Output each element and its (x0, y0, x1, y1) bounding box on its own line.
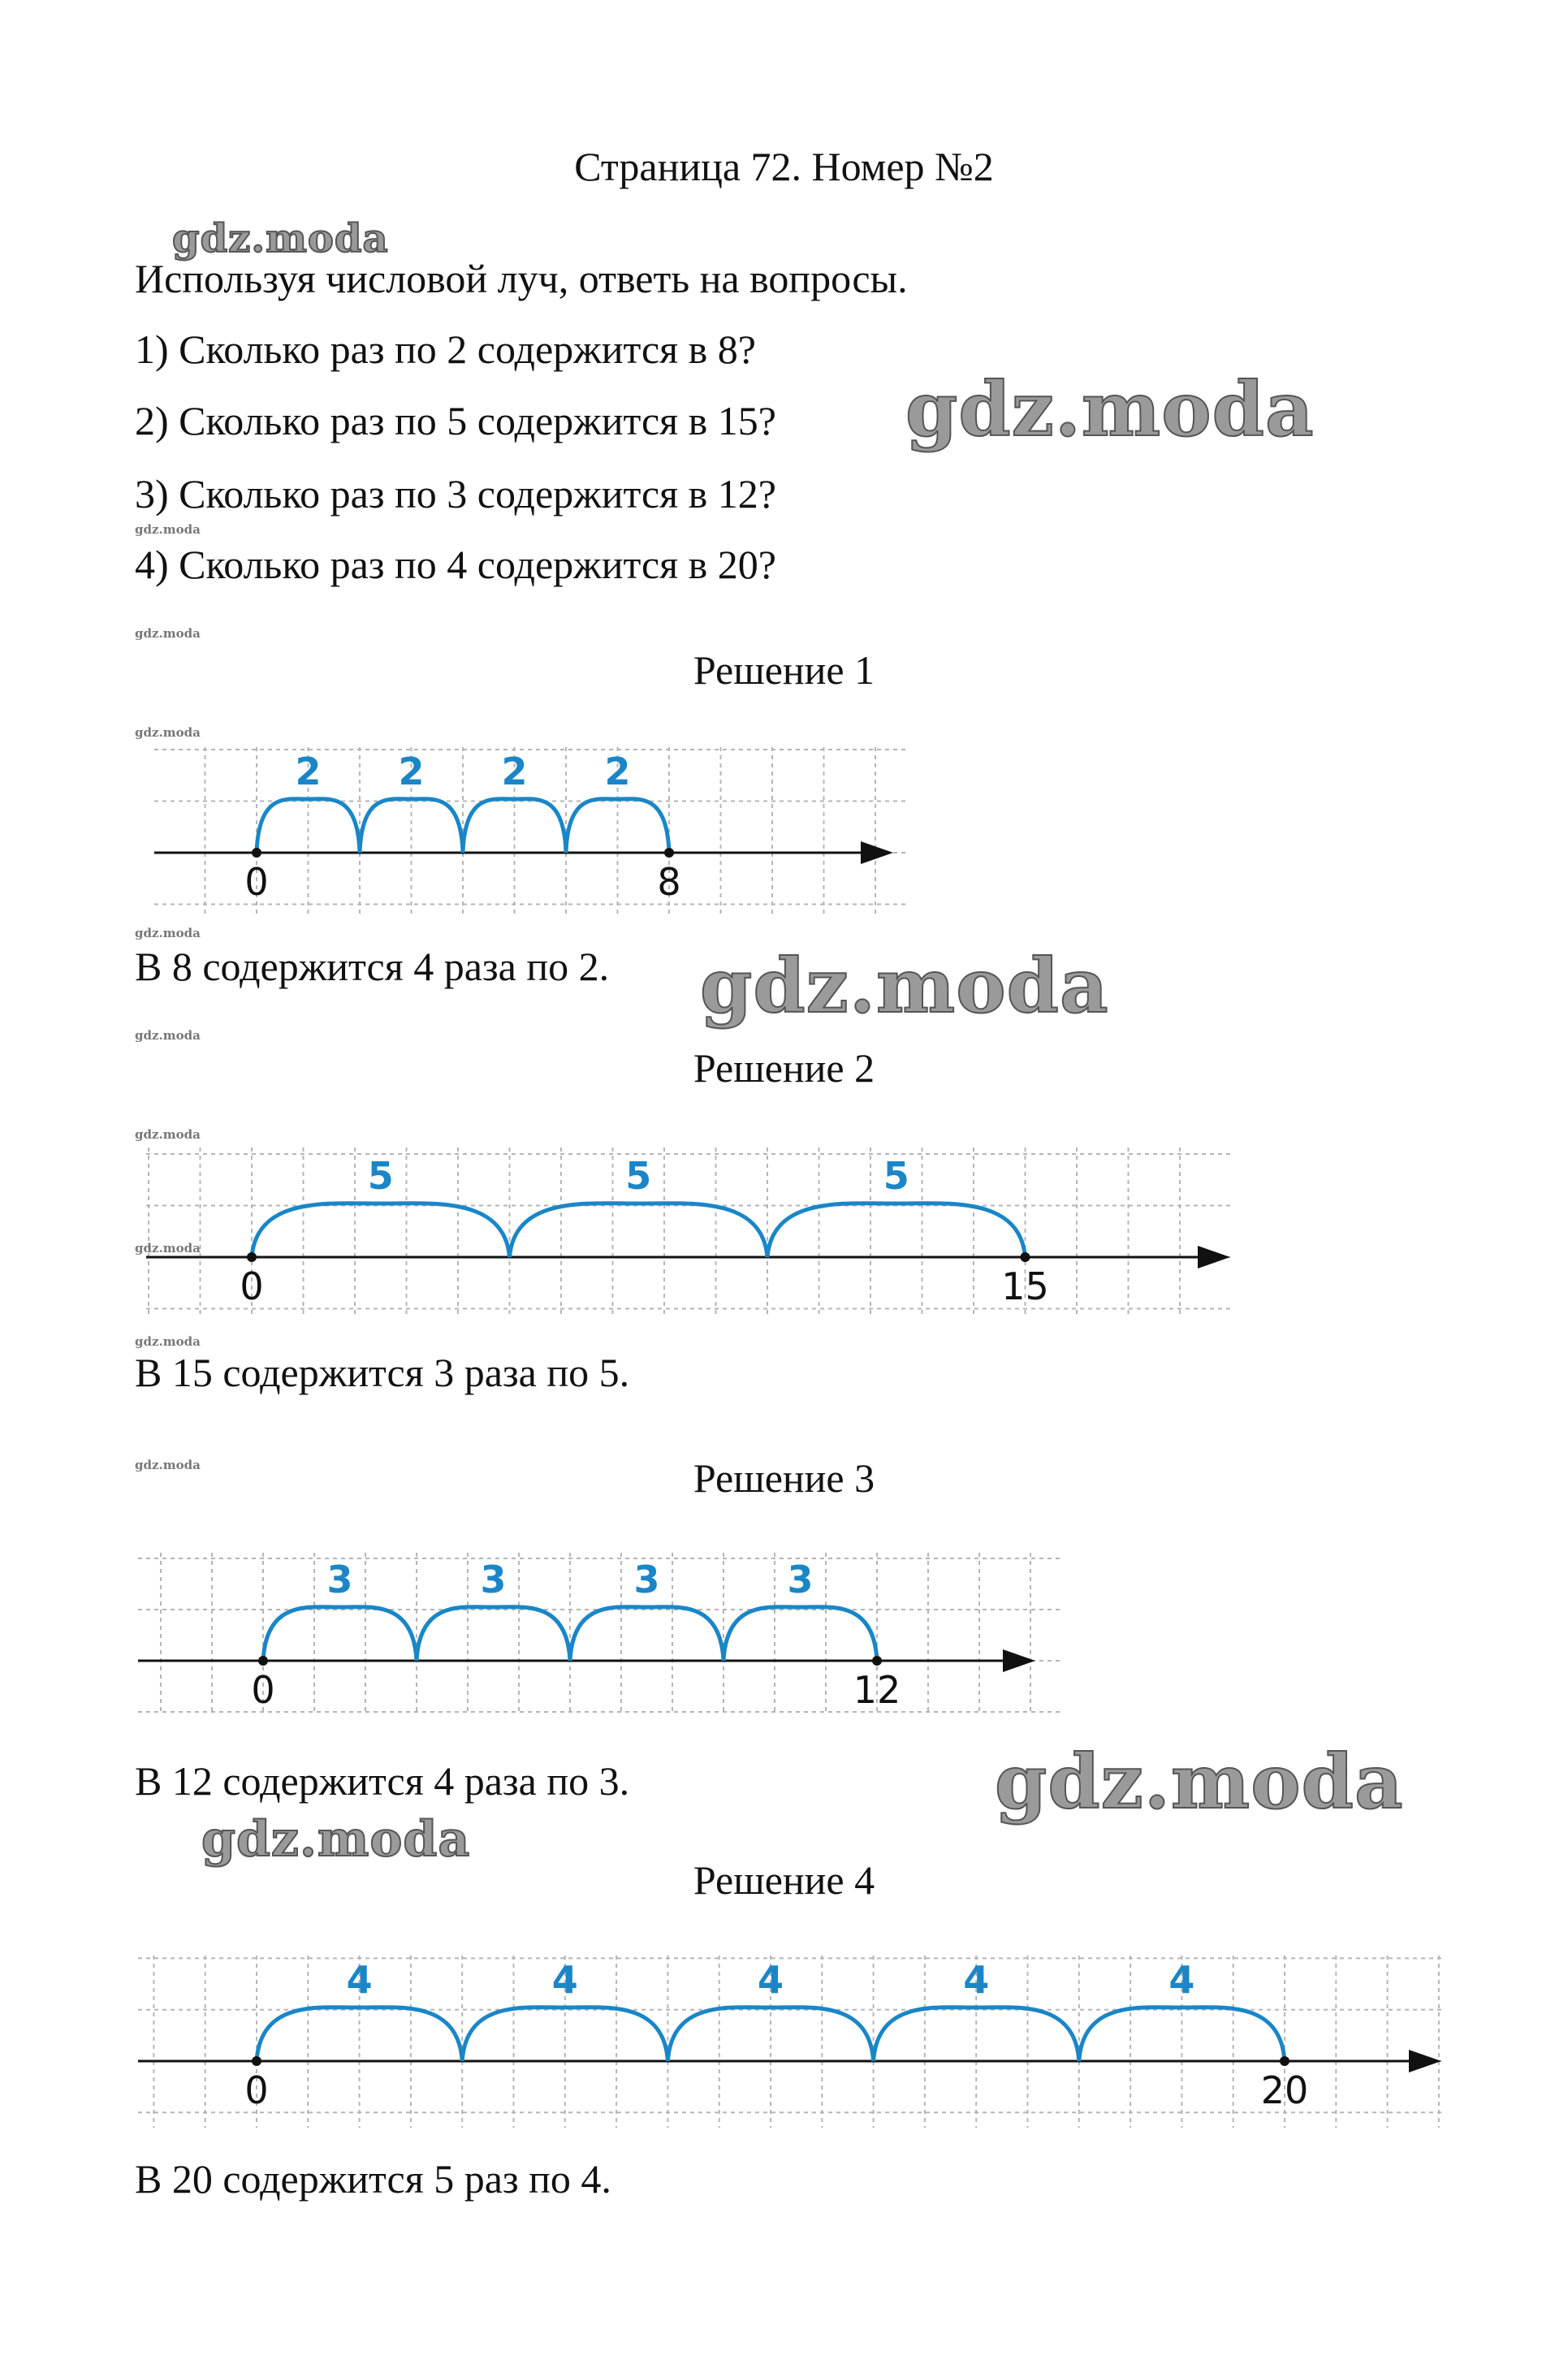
tick-label-end: 20 (1260, 2068, 1309, 2112)
tick-label-start: 0 (244, 860, 269, 904)
task-prompt: Используя числовой луч, ответь на вопросы. (135, 256, 908, 301)
question-2: 2) Сколько раз по 5 содержится в 15? (135, 398, 776, 443)
watermark-2: gdz.moda (905, 365, 1315, 453)
jump-label: 4 (346, 1958, 373, 2002)
solution-3-title: Решение 3 (693, 1455, 875, 1501)
jump-label: 4 (963, 1958, 990, 2002)
grid (138, 1956, 1445, 2128)
jump-label: 2 (398, 750, 425, 793)
jump-label: 4 (757, 1958, 784, 2002)
start-point (252, 2056, 261, 2066)
watermark-small-9: gdz.moda (135, 1458, 201, 1472)
jump-label: 5 (625, 1154, 652, 1198)
solution-2-answer: В 15 содержится 3 раза по 5. (135, 1350, 630, 1395)
solution-1-title: Решение 1 (693, 647, 875, 693)
tick-label-end: 12 (853, 1668, 901, 1712)
solution-4-title: Решение 4 (693, 1857, 875, 1903)
jump-label: 2 (501, 750, 528, 793)
jump-label: 3 (480, 1558, 507, 1601)
watermark-1: gdz.moda (172, 216, 389, 261)
watermark-small-7: gdz.moda (135, 1241, 201, 1255)
tick-label-start: 0 (251, 1668, 275, 1712)
jump-label: 3 (787, 1558, 814, 1601)
watermark-small-5: gdz.moda (135, 1028, 201, 1043)
watermark-4: gdz.moda (995, 1738, 1404, 1826)
tick-label-end: 8 (657, 860, 681, 904)
watermark-small-3: gdz.moda (135, 725, 201, 740)
jump-label: 2 (604, 750, 631, 793)
page-title: Страница 72. Номер №2 (574, 144, 994, 189)
jump-label: 5 (883, 1154, 909, 1198)
question-3: 3) Сколько раз по 3 содержится в 12? (135, 471, 776, 516)
watermark-small-1: gdz.moda (135, 522, 201, 537)
tick-label-start: 0 (244, 2068, 269, 2112)
jump-label: 4 (551, 1958, 578, 2002)
jump-label: 2 (295, 750, 322, 793)
watermark-small-4: gdz.moda (135, 926, 201, 940)
watermark-3: gdz.moda (700, 942, 1109, 1030)
watermark-small-2: gdz.moda (135, 626, 201, 641)
solution-3-answer: В 12 содержится 4 раза по 3. (135, 1758, 630, 1804)
jump-label: 4 (1168, 1958, 1195, 2002)
solution-1-answer: В 8 содержится 4 раза по 2. (135, 944, 610, 989)
watermark-small-6: gdz.moda (135, 1127, 201, 1142)
solution-4-answer: В 20 содержится 5 раз по 4. (135, 2156, 611, 2202)
jump-label: 3 (326, 1558, 353, 1601)
end-point (1280, 2056, 1289, 2066)
jump-label: 3 (633, 1558, 660, 1601)
tick-label-end: 15 (1001, 1264, 1049, 1308)
axis-arrow (1409, 2050, 1441, 2072)
question-4: 4) Сколько раз по 4 содержится в 20? (135, 542, 776, 587)
solution-2-title: Решение 2 (693, 1045, 875, 1091)
question-1: 1) Сколько раз по 2 содержится в 8? (135, 326, 756, 372)
jump-label: 5 (367, 1154, 394, 1198)
tick-label-start: 0 (240, 1264, 264, 1308)
watermark-small-8: gdz.moda (135, 1334, 201, 1349)
watermark-5: gdz.moda (201, 1811, 471, 1868)
